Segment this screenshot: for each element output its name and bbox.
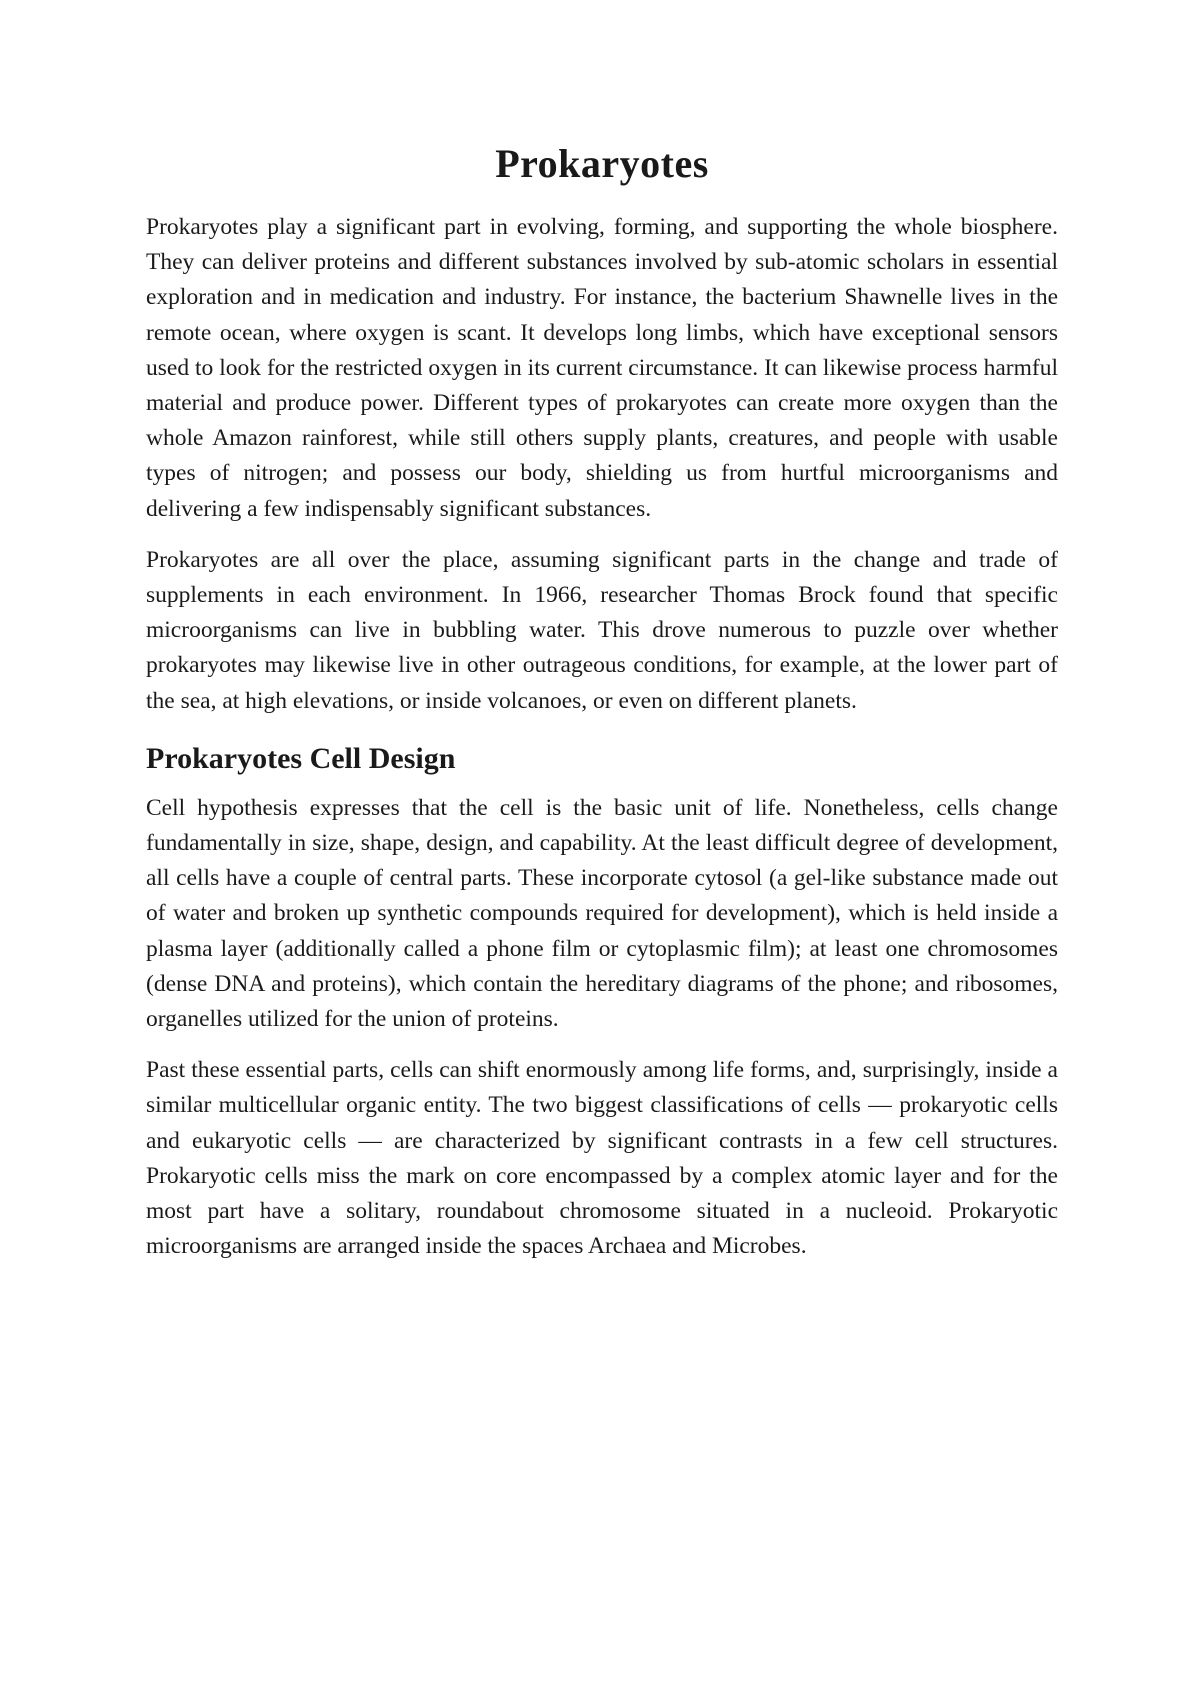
section-paragraph-2: Past these essential parts, cells can shift enormously among life forms, and, surprisingly, inside a similar multicellular organic entity. The two biggest classifications of cells — prokaryotic cells and eukaryotic cells — are characterized by significant contrasts in a few cell structures. Prokaryotic cells miss the mark on core encompassed by a complex atomic layer and for the most part have a solitary, roundabout chromosome situated in a nucleoid. Prokaryotic microorganisms are arranged inside the spaces Archaea and Microbes. [146, 1057, 1058, 1260]
section-heading: Prokaryotes Cell Design [146, 741, 456, 775]
section-paragraph-1: Cell hypothesis expresses that the cell is the basic unit of life. Nonetheless, cells change fundamentally in size, shape, design, and capability. At the least difficult degree of development, all cells have a couple of central parts. These incorporate cytosol (a gel-like substance made out of water and broken up synthetic compounds required for development), which is held inside a plasma layer (additionally called a phone film or cytoplasmic film); at least one chromosomes (dense DNA and proteins), which contain the hereditary diagrams of the phone; and ribosomes, organelles utilized for the union of proteins. [146, 794, 1058, 1033]
document-page [146, 140, 1058, 1280]
document-title: Prokaryotes [495, 141, 709, 186]
intro-paragraph-2: Prokaryotes are all over the place, assuming significant parts in the change and trade of supplements in each environment. In 1966, researcher Thomas Brock found that specific microorganisms can live in bubbling water. This drove numerous to puzzle over whether prokaryotes may likewise live in other outrageous conditions, for example, at the lower part of the sea, at high elevations, or inside volcanoes, or even on different planets. [146, 546, 1058, 714]
intro-paragraph-1: Prokaryotes play a significant part in evolving, forming, and supporting the whole biosphere. They can deliver proteins and different substances involved by sub-atomic scholars in essential exploration and in medication and industry. For instance, the bacterium Shawnelle lives in the remote ocean, where oxygen is scant. It develops long limbs, which have exceptional sensors used to look for the restricted oxygen in its current circumstance. It can likewise process harmful material and produce power. Different types of prokaryotes can create more oxygen than the whole Amazon rainforest, while still others supply plants, creatures, and people with usable types of nitrogen; and possess our body, shielding us from hurtful microorganisms and delivering a few indispensably significant substances. [146, 214, 1058, 522]
